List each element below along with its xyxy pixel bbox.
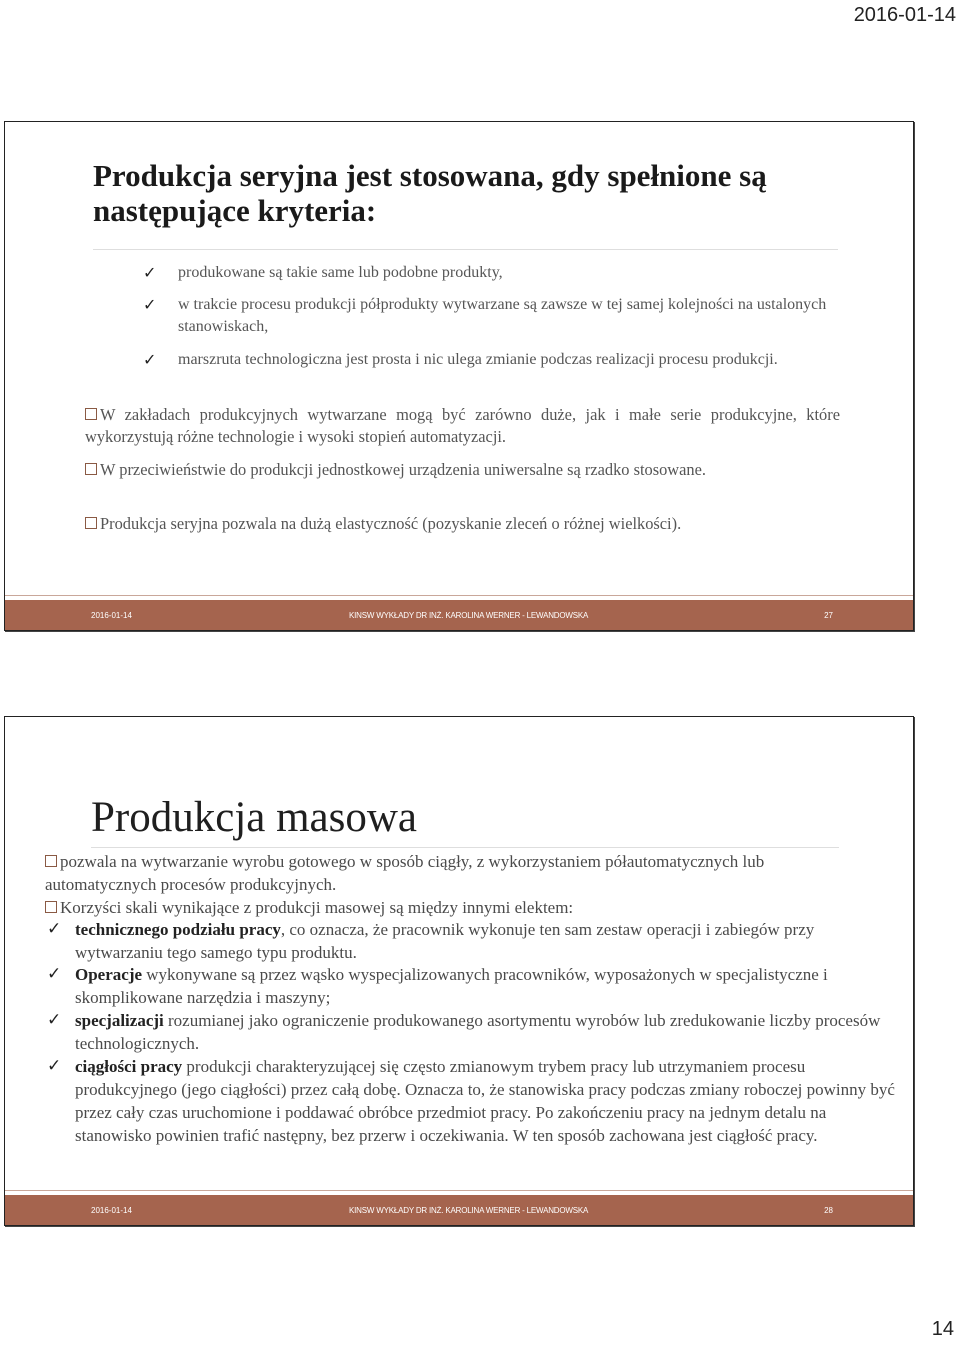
checkmark-icon: ✓ [47,964,62,984]
footer-divider [5,595,913,596]
slide-footer [5,1195,913,1225]
footer-author: KINSW WYKŁADY DR INŻ. KAROLINA WERNER - LEWANDOWSKA [349,1206,589,1215]
checkmark-icon: ✓ [143,295,157,314]
bullet-paragraph: W zakładach produkcyjnych wytwarzane mogą być zarówno duże, jak i małe serie produkcyjne, które wykorzystują różne technologie i wysoki stopień automatyzacji. [85,405,840,446]
bullet-paragraph: Produkcja seryjna pozwala na dużą elastyczność (pozyskanie zleceń o różnej wielkości). [85,513,840,535]
checklist-item: technicznego podziału pracy, co oznacza, że pracownik wykonuje ten sam zestaw operacji i zabiegów przy wytwarzaniu tego samego typu produktu. [75,920,815,962]
checkmark-icon: ✓ [47,919,62,939]
slide-28 [4,716,914,1226]
bullet-paragraph: pozwala na wytwarzanie wyrobu gotowego w sposób ciągły, z wykorzystaniem półautomatycznych lub automatycznych procesów produkcyjnych. [45,852,765,894]
checklist-item: marszruta technologiczna jest prosta i nic ulega zmianie podczas realizacji procesu produkcji. [178,351,778,368]
bullet-paragraph: Korzyści skali wynikające z produkcji masowej są między innymi elektem: [45,896,845,919]
slide-number: 27 [824,611,833,620]
checkmark-icon: ✓ [143,263,157,282]
footer-date: 2016-01-14 [91,1206,132,1215]
page-header-date: 2016-01-14 [853,4,956,26]
page-number: 14 [931,1318,954,1340]
slide-title: Produkcja masowa [91,794,418,841]
slide-footer [5,600,913,630]
checkmark-icon: ✓ [47,1010,62,1030]
slide-27 [4,121,914,631]
square-bullet-icon [85,463,97,475]
checklist-item: w trakcie procesu produkcji półprodukty wytwarzane są zawsze w tej samej kolejności na ustalonych stanowiskach, [178,296,827,335]
checklist-item: Operacje wykonywane są przez wąsko wyspecjalizowanych pracowników, wyposażonych w specjalistyczne i skomplikowane narzędzia i maszyny; [75,965,828,1007]
slide-number: 28 [824,1206,833,1215]
title-divider [93,249,838,250]
footer-divider [5,1190,913,1191]
checkmark-icon: ✓ [143,350,157,369]
square-bullet-icon [85,517,97,529]
checklist-item: ciągłości pracy produkcji charakteryzującej się często zmianowym trybem pracy lub utrzymaniem procesu produkcyjnego (jego ciągłości) przez całą dobę. Oznacza to, że stanowiska pracy podczas zmiany roboczej powinny być przez cały czas uruchomione i poddawać obróbce przedmiot pracy. Po zakończeniu pracy na jednym detalu na stanowisko powinien trafić następny, bez przerw i oczekiwania. W ten sposób zachowana jest ciągłość pracy. [75,1057,895,1145]
checklist-item: specjalizacji rozumianej jako ograniczenie produkowanego asortymentu wyrobów lub zredukowanie liczby procesów technologicznych. [75,1011,881,1053]
checkmark-icon: ✓ [47,1056,62,1076]
footer-author: KINSW WYKŁADY DR INŻ. KAROLINA WERNER - LEWANDOWSKA [349,611,589,620]
square-bullet-icon [45,855,57,867]
slide-title: Produkcja seryjna jest stosowana, gdy spełnione są następujące kryteria: [93,158,767,228]
square-bullet-icon [45,901,57,913]
footer-date: 2016-01-14 [91,611,132,620]
bullet-paragraph: W przeciwieństwie do produkcji jednostkowej urządzenia uniwersalne są rzadko stosowane. [85,459,840,481]
square-bullet-icon [85,408,97,420]
checklist-item: produkowane są takie same lub podobne produkty, [178,264,503,281]
title-divider [91,847,839,848]
